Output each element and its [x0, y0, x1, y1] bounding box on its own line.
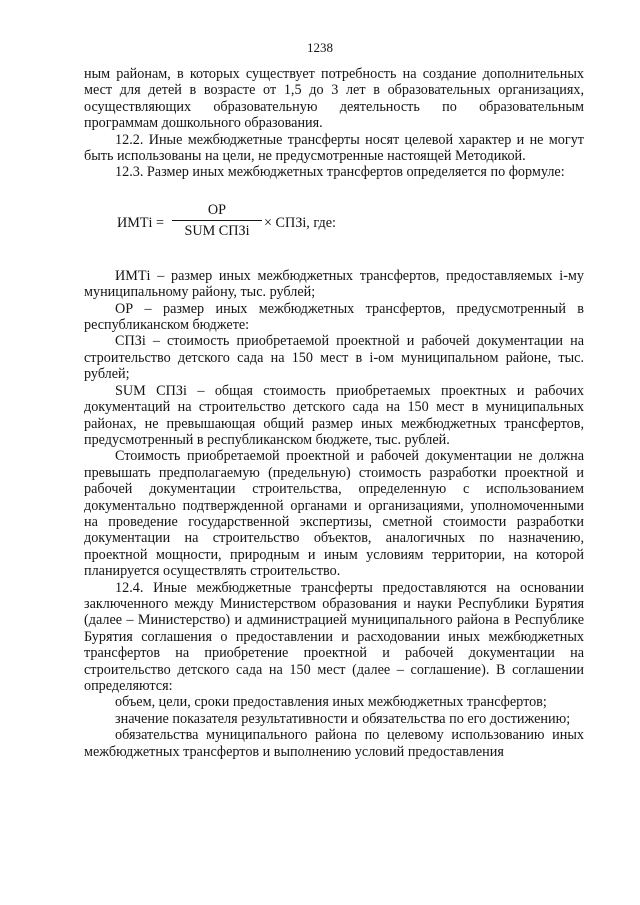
- spacer: [84, 246, 584, 268]
- definition-or: ОР – размер иных межбюджетных трансфертов, предусмотренный в республиканском бюджете:: [84, 300, 584, 334]
- list-item-indicator: значение показателя результативности и обязательства по его достижению;: [115, 710, 571, 727]
- formula: [117, 202, 584, 246]
- list-item-volume: объем, цели, сроки предоставления иных межбюджетных трансфертов;: [115, 694, 547, 711]
- paragraph-continuation: ным районам, в которых существует потребность на создание дополнительных мест для детей в возрасте от 1,5 до 3 лет в образовательных организациях, осуществляющих образовательную деятельность по образовательным программам дошкольного образования.: [84, 66, 584, 132]
- formula-denominator: SUM СПЗi: [184, 222, 250, 239]
- formula-numerator: ОР: [207, 201, 227, 218]
- page-number: 1238: [307, 40, 333, 55]
- formula-rhs: × СПЗi, где:: [264, 214, 336, 231]
- formula-lhs: ИМТi =: [117, 214, 165, 231]
- formula-fraction: [172, 202, 262, 240]
- definition-spzi: СПЗi – стоимость приобретаемой проектной и рабочей документации на строительство детского сада на 150 мест в i-ом муниципальном районе, тыс. рублей;: [84, 333, 584, 383]
- definition-imti: ИМТi – размер иных межбюджетных трансфертов, предоставляемых i-му муниципальному району, тыс. рублей;: [84, 267, 584, 301]
- fraction-bar: [172, 220, 262, 221]
- definition-sum-spzi: SUM СПЗi – общая стоимость приобретаемых проектных и рабочих документаций на строительство детского сада на 150 мест в муниципальных районах, не превышающая общий размер иных межбюджетных трансфертов, предусмотренный в республиканском бюджете, тыс. рублей.: [84, 382, 584, 448]
- paragraph-cost: Стоимость приобретаемой проектной и рабочей документации не должна превышать предполагаемую (предельную) стоимость разработки проектной и рабочей документации строительства, определенную с использованием документально подтвержденной органами и организациями, уполномоченными на проведение государственной экспертизы, сметной стоимости разработки документации на строительство объектов, аналогичных по назначению, проектной мощности, природным и иным условиям территории, на которой планируется осуществлять строительство.: [84, 448, 584, 580]
- document-body: [84, 66, 584, 760]
- paragraph-12-2: 12.2. Иные межбюджетные трансферты носят целевой характер и не могут быть использованы на цели, не предусмотренные настоящей Методикой.: [84, 131, 584, 165]
- paragraph-12-4: 12.4. Иные межбюджетные трансферты предоставляются на основании заключенного между Министерством образования и науки Республики Бурятия (далее – Министерство) и администрацией муниципального района в Республике Бурятия соглашения о предоставлении и расходовании иных межбюджетных трансфертов на приобретение проектной и рабочей документации на строительство детского сада на 150 мест (далее – соглашение). В соглашении определяются:: [84, 579, 584, 694]
- paragraph-12-3: 12.3. Размер иных межбюджетных трансфертов определяется по формуле:: [115, 164, 565, 181]
- list-item-obligations: обязательства муниципального района по целевому использованию иных межбюджетных трансфертов и выполнению условий предоставления: [84, 727, 584, 760]
